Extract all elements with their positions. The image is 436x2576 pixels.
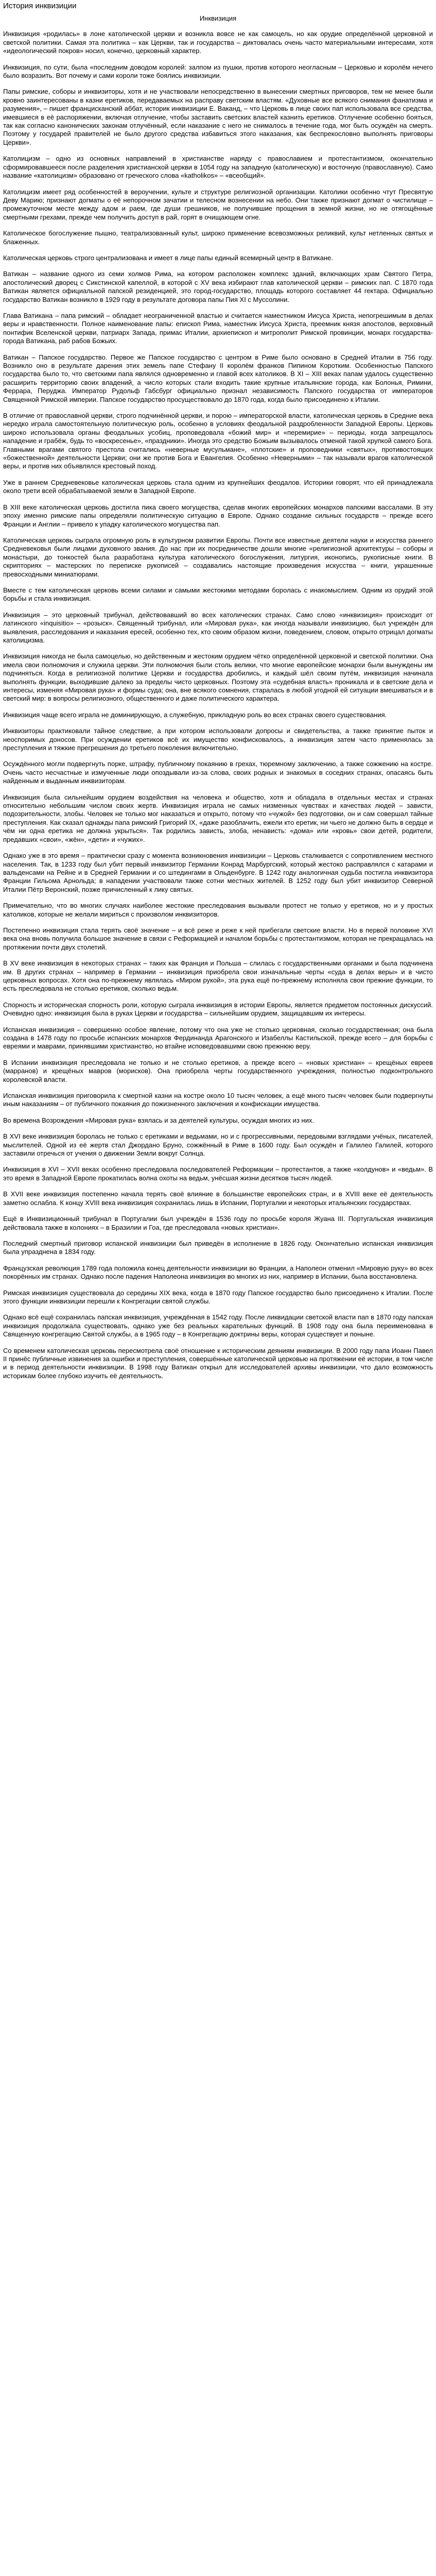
article-paragraph: В XV веке инквизиция в некоторых странах – таких как Франция и Польша – слилась с государственными органами и была подчинена им. В других странах – например в Германии – инквизиция приобрела свои изначальные черты «суда в делах веры» и в чисто церковных вопросах. Хотя она по-прежнему являлась «Миром рукой», эта рука ещё по-прежнему исполняла свои прежние функции, то есть преследовала не столько еретиков, сколько ведьм. [3, 959, 433, 993]
article-paragraph: Ватикан – название одного из семи холмов Рима, на котором расположен комплекс зданий, включающих храм Святого Петра, апостолический дворец с Сикстинской капеллой, в которой с XV века избирают глав католической церкви – римских пап. С 1870 года Ватикан является официальной папской резиденцией, это город-государство, площадь которого составляет 44 гектара. Официально государство Ватикан возникло в 1929 году в результате договора папы Пия XI с Муссолини. [3, 270, 433, 303]
article-paragraph: Испанская инквизиция – совершенно особое явление, потому что она уже не столько церковная, сколько государственная; она была создана в 1478 году по просьбе испанских монархов Фердинанда Арагонского и Изабеллы Кастильской, прежде всего – для борьбы с евреями и маврами, принявшими христианство, но втайне исповедовавшими свою прежнюю веру. [3, 1025, 433, 1050]
article-body [3, 30, 433, 1380]
article-paragraph: Постепенно инквизиция стала терять своё значение – и всё реже и реже к ней прибегали светские власти. Но в первой половине XVI века она вновь получила большое значение в связи с Реформацией и началом борьбы с протестантизмом, которая не прекращалась на протяжении почти двух столетий. [3, 926, 433, 951]
article-paragraph: Католическая церковь строго централизована и имеет в лице папы единый всемирный центр в Ватикане. [3, 253, 333, 262]
article-paragraph: Инквизиция в XVI – XVII веках особенно преследовала последователей Реформации – протестантов, а также «колдунов» и «ведьм». В это время в Западной Европе прокатилась волна охоты на ведьм, унёсшая жизни десятков тысяч людей. [3, 1165, 433, 1182]
article-paragraph: Со временем католическая церковь пересмотрела своё отношение к историческим деяниям инквизиции. В 2000 году папа Иоанн Павел II принёс публичные извинения за ошибки и преступления, совершённые католической церковью на протяжении её истории, в том числе и в период деятельности инквизиции. В 1998 году Ватикан открыл для исследователей архивы инквизиции, что дало возможность историкам более глубоко изучить её деятельность. [3, 1346, 433, 1380]
article-paragraph: Католицизм – одно из основных направлений в христианстве наряду с православием и протестантизмом, окончательно сформировавшееся после разделения христианской церкви в 1054 году на западную (католическую) и восточную (православную). Само название «католицизм» образовано от греческого слова «katholikos» – «всеобщий». [3, 155, 433, 180]
article-paragraph: Однако уже в это время – практически сразу с момента возникновения инквизиции – Церковь сталкивается с сопротивлением местного населения. Так, в 1233 году был убит первый инквизитор Германии Конрад Марбургский, который жестоко расправлялся с катарами и вальденсами на Рейне и в Средней Германии и со штедингами в Ольденбурге. В 1242 году аналогичная судьба постигла инквизитора Франции Гильома Арнольда; в нападении участвовали также сотни местных жителей. В 1252 году был убит инквизитор Северной Италии Пётр Веронский, позже причисленный к лику святых. [3, 852, 433, 893]
article-paragraph: Инквизиция никогда не была самоцелью, но действенным и жестоким орудием чётко определённой церковной и светской политики. Она имела свои полномочия и служила церкви. Эти полномочия были столь велики, что многие европейские монархи были вынуждены им подчиняться. Когда в религиозной политике Церкви и государства дробились, и каждый шёл своим путём, инквизиция начинала выполнять функции, выходившие далеко за пределы чисто церковных. Поэтому эта «судебная власть» проникала и в светские дела и интересы, изменяя «Мировая рука» и формы суда; она, вне всякого сомнения, старалась в любой угодной ей ситуации вмешиваться и в светский мир: в вопросы религиозного, общественного и даже политического характера. [3, 652, 433, 703]
article-paragraph: Католицизм имеет ряд особенностей в вероучении, культе и структуре религиозной организации. Католики особенно чтут Пресвятую Деву Марию; признают догматы о её непорочном зачатии и телесном вознесении на небо. Они также признают догмат о чистилище – промежуточном месте между адом и раем, где души грешников, не получившие прощения в земной жизни, но не отягощённые смертными грехами, прежде чем получить доступ в рай, горят в очищающем огне. [3, 188, 433, 221]
article-paragraph: Уже в раннем Средневековье католическая церковь стала одним из крупнейших феодалов. Историки говорят, что ей принадлежала около трети всей обрабатываемой земли в Западной Европе. [3, 478, 433, 495]
article-paragraph: Примечательно, что во многих случаях наиболее жестокие преследования вызывали протест не только у еретиков, но и у простых католиков, которые не желали мириться с произволом инквизиторов. [3, 902, 433, 918]
article-paragraph: Инквизиция, по сути, была «последним доводом королей: залпом из пушки, против которого неогласным – Церковью и королём нечего было возразить. Вот почему и сами короли тоже боялись инквизиции. [3, 63, 433, 80]
article-paragraph: Спорность и историческая спорность роли, которую сыграла инквизиция в истории Европы, является предметом постоянных дискуссий. Очевидно одно: инквизиция была в руках Церкви и государства – сильнейшим орудием, защищавшим их интересы. [3, 1001, 433, 1018]
article [3, 14, 433, 1380]
article-paragraph: Инквизиция чаще всего играла не доминирующую, а служебную, прикладную роль во всех странах своего существования. [3, 710, 387, 719]
article-paragraph: Католическая церковь сыграла огромную роль в культурном развитии Европы. Почти все известные деятели науки и искусства раннего Средневековья были лицами духовного звания. До нас при их посредничестве дошли многие «религиозной архитектуры – соборы и монастыри, до тонкостей была разработана культура католического богослужения, литургия, иконопись, рукописные книги. В скрипториях – мастерских по переписке рукописей – создавались настоящие произведения искусства – книги, украшенные превосходными миниатюрами. [3, 536, 433, 578]
article-paragraph: Инквизиция «родилась» в лоне католической церкви и возникла вовсе не как самоцель, но как орудие определённой церковной и светской политики. Самая эта политика – как Церкви, так и государства – диктовалась очень часто материальными интересами, хотя «идеологический покров» носил, конечно, церковный характер. [3, 30, 433, 55]
article-paragraph: Вместе с тем католическая церковь всеми силами и самыми жестокими методами боролась с инакомыслием. Одним из орудий этой борьбы и стала инквизиция. [3, 586, 433, 603]
article-paragraph: Папы римские, соборы и инквизиторы, хотя и не участвовали непосредственно в вынесении смертных приговоров, тем не менее были кровно заинтересованы в казни еретиков, передаваемых на расправу светским властям. «Духовные все всякого снимания фанатизма и разумения», – пишет францисканский аббат, историк инквизиции Е. Ваканд, – что Церковь в лице своих пап использовала все средства, имевшиеся в её распоряжении, включая отлучение, чтобы заставить светских властей казнить еретиков. Отлучение особенно бояться, так как согласно канонических законам отлучённый, если наказание с него не снималось в течение года, мог быть осуждён на смерть. Поэтому у государей правителей не было другого средства избавиться этого наказания, как беспрекословно выполнять приговоры Церкви». [3, 88, 433, 146]
article-paragraph: В отличие от православной церкви, строго подчинённой церкви, и порою – императорской власти, католическая церковь в Средние века нередко играла самостоятельную политическую роль, особенно в условиях феодальной раздробленности Западной Европы. Церковь широко использовала органы феодальных усобиц, проповедовала «божий мир» и «перемирие» – периоды, когда запрещалось нападение и грабёж, будь то «воскресенье», «праздники». Иногда это средство Божьим вызывалось отменой такой хрупкой самого Бога. Главными врагами святого престола считались «неверные мусульмане», «плотские» и проповедники «святых», противостоящих «божественной» деятельности Церкви; они же против Бога и Евангелия. Особенно «Неверными» – так называли врагов католической веры, и против них объявлялся крестовый поход. [3, 412, 433, 470]
article-paragraph: Инквизиторы практиковали тайное следствие, а при котором использовали допросы и свидетельства, а также принятие пыток и неоспоримых доносов. При осуждении еретиков всё их имущество конфисковалось, а инквизиция затем часто применялась за преступления и тяжкие прегрешения до третьего поколения включительно. [3, 727, 433, 752]
article-paragraph: В XVI веке инквизиция боролась не только с еретиками и ведьмами, но и с прогрессивными, передовыми взглядами учёных, писателей, мыслителей. Одной из её жертв стал Джордано Бруно, сожжённый в Риме в 1600 году. Был осуждён и Галилео Галилей, которого заставили отречься от учения о движении Земли вокруг Солнца. [3, 1132, 433, 1158]
article-paragraph: Римская инквизиция существовала до середины XIX века, когда в 1870 году Папское государство было присоединено к Италии. После этого функции инквизиции перешли к Конгрегации святой службы. [3, 1289, 433, 1305]
article-paragraph: Последний смертный приговор испанской инквизиции был приведён в исполнение в 1826 году. Окончательно испанская инквизиция была упразднена в 1834 году. [3, 1239, 433, 1256]
page-title: История инквизиции [3, 2, 77, 10]
article-paragraph: Католическое богослужение пышно, театрализованный культ, широко применение всевозможных реликвий, культ нетленных святых и блаженных. [3, 229, 433, 246]
article-paragraph: Ватикан – Папское государство. Первое же Папское государство с центром в Риме было основано в Средней Италии в 756 году. Возникло оно в результате дарения этих земель папе Стефану II королём франков Пипином Коротким. Особенностью Папского государства было то, что светскими папа являлся одновременно и главой всех католиков. В XI – XIII веках папам удалось существенно расширить территорию своих владений, а число которых стали входить такие крупные итальянские города, как Болонья, Римини, Феррара, Перуджа. Император Рудольф Габсбург официально признал независимость Папского государства от императоров Священной Римской империи. Папское государство просуществовало до 1870 года, когда было присоединено к Италии. [3, 353, 433, 403]
article-paragraph: В XIII веке католическая церковь достигла пика своего могущества, сделав многих европейских монархов папскими вассалами. В эту эпоху именно римские папы определяли политическую ситуацию в Европе. Однако создание сильных государств – прежде всего Франции и Англии – привело к упадку католического могущества пап. [3, 503, 433, 528]
article-paragraph: Инквизиция была сильнейшим орудием воздействия на человека и общество, хотя и обладала в отдельных местах и странах относительно небольшим числом своих жертв. Инквизиция играла не самых низменных чувствах и качествах людей – зависти, подозрительности, злобы. Человек не только мог наказаться и открыто, потому что «чужой» без подготовки, он и сам совершал тайные преступления. Как сказал однажды папа римский Григорий IX, «даже разоблачить, ежели кто еретик, ни чьего не должно быть в сердце и чём ни одна еретика не должна укрыться». Так родились зависть, злоба, ненависть: «дома» или «кровь» свои детей, родители, предавших «свои», «жён», «дети» и «чужих». [3, 793, 433, 843]
article-paragraph: Инквизиция – это церковный трибунал, действовавший во всех католических странах. Само слово «инквизиция» происходит от латинского «inquisitio» – «розыск». Священный трибунал, или «Мировая рука», как иногда называли инквизицию, был учреждён для выявления, расследования и наказания ересей, особенно тех, кто своим образом жизни, поведением, словом, открыто отрицал догматы католицизма. [3, 611, 433, 644]
article-paragraph: В Испании инквизиция преследовала не только и не столько еретиков, а прежде всего – «новых христиан» – крещёных евреев (марранов) и крещёных мавров (морисков). Она приобрела черты государственного учреждения, полностью подконтрольного королевской власти. [3, 1058, 433, 1083]
article-heading: Инквизиция [199, 14, 237, 22]
article-paragraph: Испанская инквизиция приговорила к смертной казни на костре около 10 тысяч человек, а ещё много тысяч человек были подвергнуты иным наказаниям – от публичного покаяния до пожизненного заключения и конфискации имущества. [3, 1092, 433, 1108]
article-paragraph: Ещё в Инквизиционный трибунал в Португалии был учреждён в 1536 году по просьбе короля Жуана III. Португальская инквизиция действовала также в колониях – в Бразилии и Гоа, где преследовала «новых христиан». [3, 1215, 433, 1231]
article-paragraph: Глава Ватикана – папа римский – обладает неограниченной властью и считается наместником Иисуса Христа, непогрешимым в делах веры и нравственности. Полное наименование папы: епископ Рима, наместник Иисуса Христа, преемник князя апостолов, верховный понтифик Вселенской церкви, патриарх Запада, примас Италии, архиепископ и митрополит Римской провинции, монарх государства-города Ватикана, раб рабов Божьих. [3, 311, 433, 345]
article-paragraph: Во времена Возрождения «Мировая рука» взялась и за деятелей культуры, осуждая многих из них. [3, 1116, 315, 1124]
article-paragraph: Однако всё ещё сохранилась папская инквизиция, учреждённая в 1542 году. После ликвидации светской власти пап в 1870 году папская инквизиция продолжала существовать, однако уже без реальных карательных функций. В 1908 году она была переименована в Священную конгрегацию Святой службы, а в 1965 году – в Конгрегацию доктрины веры, которая существует и поныне. [3, 1313, 433, 1338]
article-paragraph: Французская революция 1789 года положила конец деятельности инквизиции во Франции, а Наполеон отменил «Мировую руку» во всех покорённых им странах. Однако после падения Наполеона инквизиция во многих из них, например в Испании, была восстановлена. [3, 1264, 433, 1281]
article-paragraph: Осуждённого могли подвергнуть порке, штрафу, публичному покаянию в грехах, тюремному заключению, а также сожжению на костре. Очень часто несчастные и измученные люди опоздывали из-за слова, своих родных и знакомых в соседних странах, опасаясь быть найденным и выданным инквизиторам. [3, 760, 433, 785]
article-paragraph: В XVII веке инквизиция постепенно начала терять своё влияние в большинстве европейских стран, и в XVIII веке её деятельность заметно ослабла. К концу XVIII века инквизиция сохранилась лишь в Испании, Португалии и некоторых итальянских государствах. [3, 1190, 433, 1207]
